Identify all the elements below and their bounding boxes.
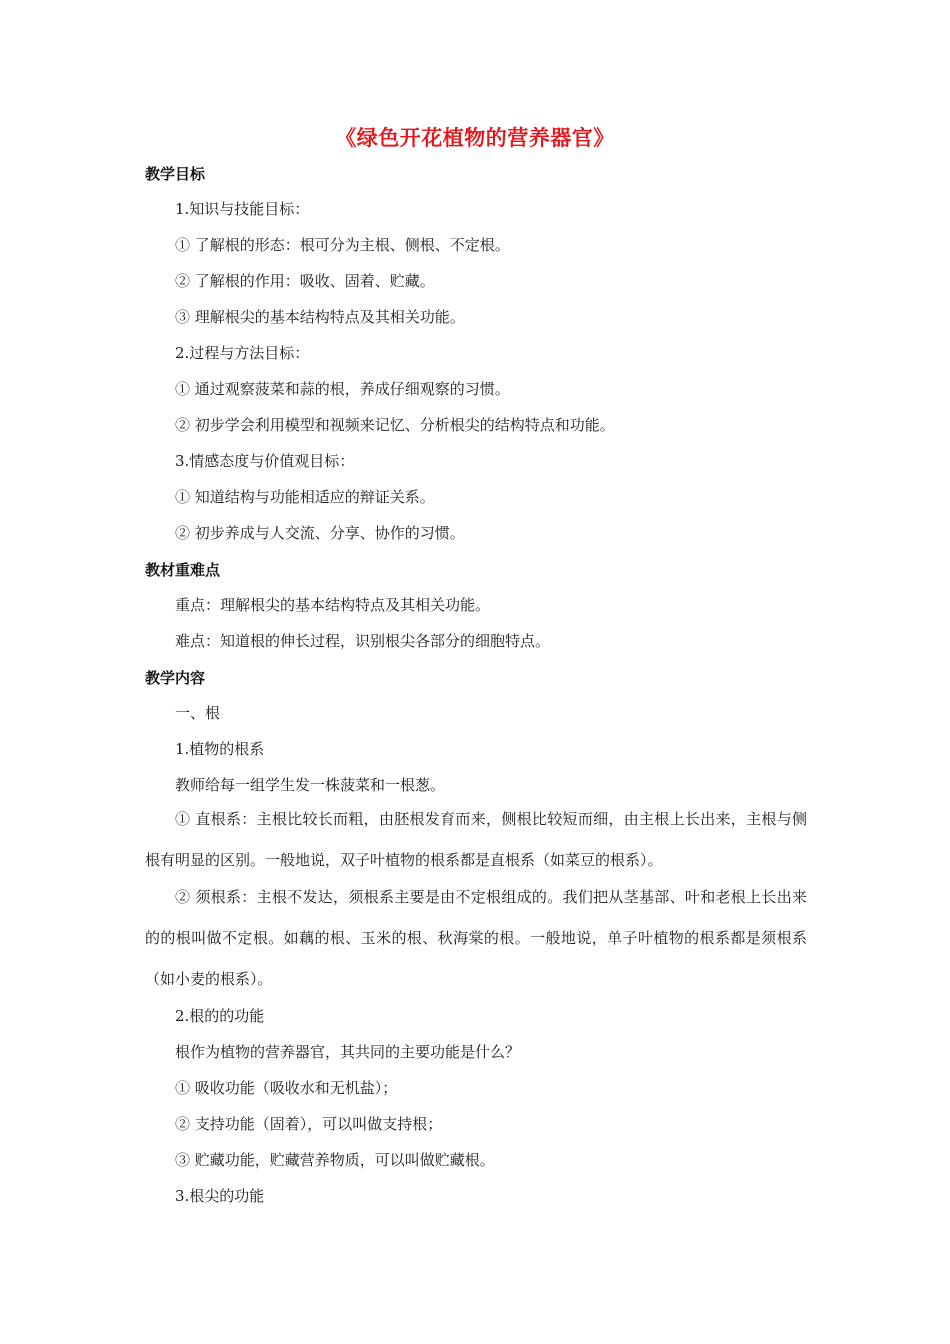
content-line: ③ 贮藏功能，贮藏营养物质，可以叫做贮藏根。 xyxy=(175,1151,495,1169)
content-line: 3.根尖的功能 xyxy=(175,1187,265,1205)
goal-line: ③ 理解根尖的基本结构特点及其相关功能。 xyxy=(175,308,465,326)
content-line: 1.植物的根系 xyxy=(175,740,265,758)
goal-line: ① 通过观察菠菜和蒜的根，养成仔细观察的习惯。 xyxy=(175,380,510,398)
heading-teaching-content: 教学内容 xyxy=(145,669,206,687)
goal-line: ① 知道结构与功能相适应的辩证关系。 xyxy=(175,488,435,506)
document-title: 《绿色开花植物的营养器官》 xyxy=(335,126,615,150)
key-point-line: 难点：知道根的伸长过程，识别根尖各部分的细胞特点。 xyxy=(175,632,551,650)
content-line: ① 吸收功能（吸收水和无机盐）； xyxy=(175,1079,398,1097)
goal-line: ② 初步养成与人交流、分享、协作的习惯。 xyxy=(175,524,465,542)
goal-line: ② 初步学会利用模型和视频来记忆、分析根尖的结构特点和功能。 xyxy=(175,416,615,434)
key-point-line: 重点：理解根尖的基本结构特点及其相关功能。 xyxy=(175,596,491,614)
content-line: ② 支持功能（固着），可以叫做支持根； xyxy=(175,1115,443,1133)
heading-teaching-goals: 教学目标 xyxy=(145,165,206,183)
goal-line: ② 了解根的作用：吸收、固着、贮藏。 xyxy=(175,272,435,290)
goal-line: ① 了解根的形态：根可分为主根、侧根、不定根。 xyxy=(175,236,510,254)
paragraph-taproot-system: ① 直根系：主根比较长而粗，由胚根发育而来，侧根比较短而细，由主根上长出来，主根与侧根有明显的区别。一般地说，双子叶植物的根系都是直根系（如菜豆的根系）。 xyxy=(145,810,807,869)
content-line: 2.根的的功能 xyxy=(175,1007,265,1025)
goal-line: 1.知识与技能目标： xyxy=(175,200,310,218)
heading-key-points: 教材重难点 xyxy=(145,561,221,579)
content-line: 根作为植物的营养器官，其共同的主要功能是什么？ xyxy=(175,1043,521,1061)
paragraph-fibrous-root-system: ② 须根系：主根不发达，须根系主要是由不定根组成的。我们把从茎基部、叶和老根上长出来的的根叫做不定根。如藕的根、玉米的根、秋海棠的根。一般地说，单子叶植物的根系都是须根系（如小麦的根系）。 xyxy=(145,888,807,988)
goal-line: 2.过程与方法目标： xyxy=(175,344,310,362)
content-line: 教师给每一组学生发一株菠菜和一根葱。 xyxy=(175,776,446,794)
goal-line: 3.情感态度与价值观目标： xyxy=(175,452,355,470)
content-line: 一、根 xyxy=(175,704,221,722)
